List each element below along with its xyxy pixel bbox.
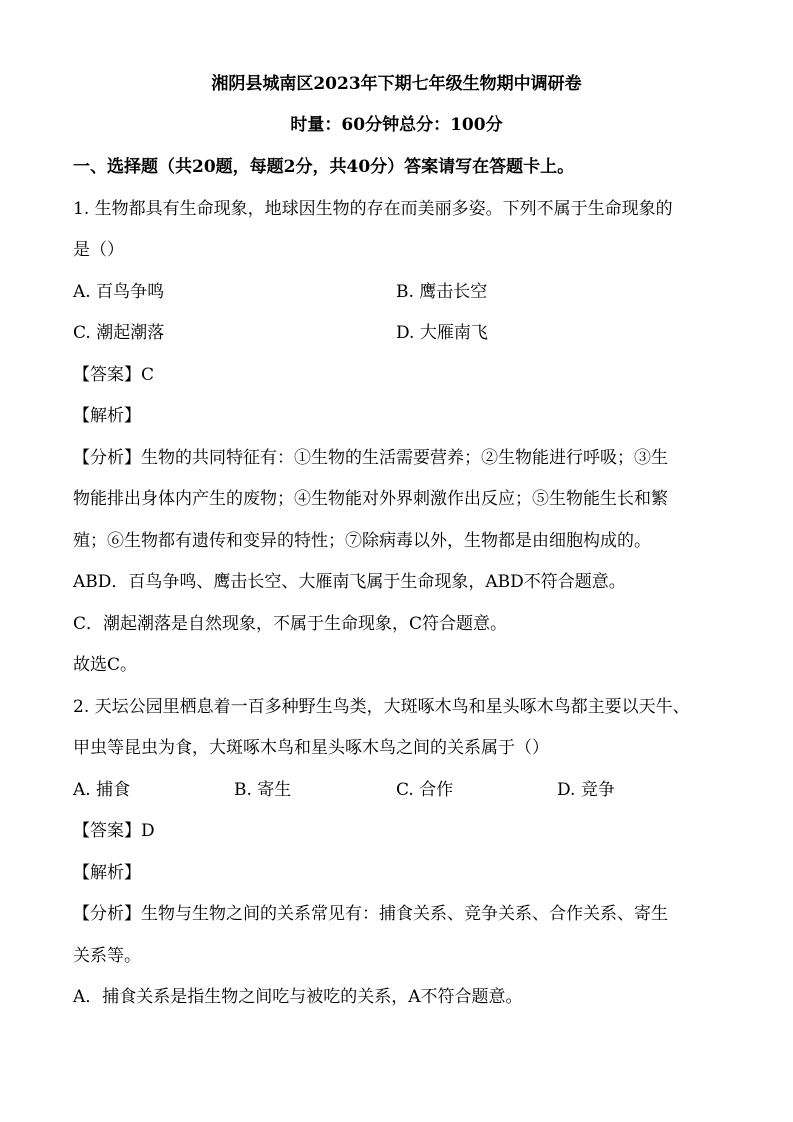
q1-analysis-line-2: 物能排出身体内产生的废物；④生物能对外界刺激作出反应；⑤生物能生长和繁	[73, 489, 668, 509]
page-subtitle: 时量：60分钟总分：100分	[290, 115, 503, 135]
q1-option-d: D. 大雁南飞	[396, 323, 488, 343]
q1-stem-line-2: 是（）	[73, 240, 124, 260]
q1-option-a: A. 百鸟争鸣	[73, 282, 165, 302]
q1-option-c: C. 潮起潮落	[73, 323, 165, 343]
q1-detail-line-2: C．潮起潮落是自然现象，不属于生命现象，C符合题意。	[73, 614, 508, 634]
q2-answer: 【答案】D	[73, 821, 155, 841]
q2-stem-line-2: 甲虫等昆虫为食，大斑啄木鸟和星头啄木鸟之间的关系属于（）	[73, 738, 549, 758]
q1-detail-line-1: ABD．百鸟争鸣、鹰击长空、大雁南飞属于生命现象，ABD不符合题意。	[73, 572, 626, 592]
q2-option-c: C. 合作	[396, 780, 454, 800]
q2-option-b: B. 寄生	[234, 780, 292, 800]
q2-option-d: D. 竞争	[557, 780, 615, 800]
q1-analysis-line-1: 【分析】生物的共同特征有：①生物的生活需要营养；②生物能进行呼吸；③生	[73, 448, 668, 468]
q1-analysis-line-3: 殖；⑥生物都有遗传和变异的特性；⑦除病毒以外，生物都是由细胞构成的。	[73, 531, 651, 551]
q2-detail-line-1: A．捕食关系是指生物之间吃与被吃的关系，A不符合题意。	[73, 987, 523, 1007]
q1-answer: 【答案】C	[73, 365, 155, 385]
q1-conclusion: 故选C。	[73, 655, 138, 675]
page-title: 湘阴县城南区2023年下期七年级生物期中调研卷	[211, 74, 582, 94]
q2-jiexi-label: 【解析】	[73, 863, 141, 883]
q1-stem-line-1: 1. 生物都具有生命现象，地球因生物的存在而美丽多姿。下列不属于生命现象的	[73, 199, 673, 219]
q2-option-a: A. 捕食	[73, 780, 131, 800]
q1-jiexi-label: 【解析】	[73, 406, 141, 426]
q2-analysis-line-1: 【分析】生物与生物之间的关系常见有：捕食关系、竞争关系、合作关系、寄生	[73, 904, 668, 924]
q2-analysis-line-2: 关系等。	[73, 946, 141, 966]
q1-option-b: B. 鹰击长空	[396, 282, 488, 302]
section-heading: 一、选择题（共20题，每题2分，共40分）答案请写在答题卡上。	[73, 157, 575, 177]
q2-stem-line-1: 2. 天坛公园里栖息着一百多种野生鸟类，大斑啄木鸟和星头啄木鸟都主要以天牛、	[73, 697, 690, 717]
